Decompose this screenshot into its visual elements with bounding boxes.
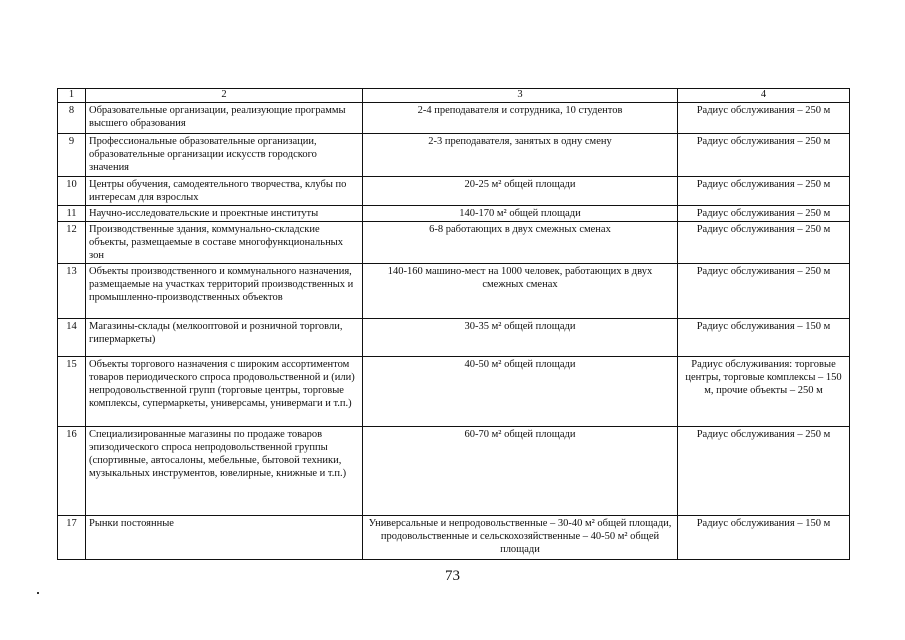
table-row bbox=[58, 206, 850, 222]
row-number: 15 bbox=[58, 357, 86, 427]
object-name: Магазины-склады (мелкооптовой и розничной торговли, гипермаркеты) bbox=[86, 319, 363, 357]
table-row bbox=[58, 357, 850, 427]
row-number: 12 bbox=[58, 222, 86, 264]
page-number: 73 bbox=[445, 568, 460, 584]
row-number: 16 bbox=[58, 427, 86, 516]
norm-value: 2-3 преподавателя, занятых в одну смену bbox=[363, 134, 678, 177]
table-row bbox=[58, 103, 850, 134]
norm-value: 140-160 машино-мест на 1000 человек, работающих в двух смежных сменах bbox=[363, 264, 678, 319]
service-radius: Радиус обслуживания – 150 м bbox=[678, 319, 850, 357]
table-row bbox=[58, 319, 850, 357]
norm-value: 2-4 преподавателя и сотрудника, 10 студентов bbox=[363, 103, 678, 134]
object-name: Объекты производственного и коммунального назначения, размещаемые на участках территорий производственных и промышленно-производственных объектов bbox=[86, 264, 363, 319]
normatives-table bbox=[57, 88, 850, 560]
object-name: Научно-исследовательские и проектные институты bbox=[86, 206, 363, 222]
table-row bbox=[58, 264, 850, 319]
norm-value: 6-8 работающих в двух смежных сменах bbox=[363, 222, 678, 264]
row-number: 14 bbox=[58, 319, 86, 357]
service-radius: Радиус обслуживания – 250 м bbox=[678, 134, 850, 177]
service-radius: Радиус обслуживания – 250 м bbox=[678, 427, 850, 516]
table-row bbox=[58, 427, 850, 516]
norm-value: 60-70 м² общей площади bbox=[363, 427, 678, 516]
service-radius: Радиус обслуживания – 250 м bbox=[678, 103, 850, 134]
object-name: Производственные здания, коммунально-складские объекты, размещаемые в составе многофункциональных зон bbox=[86, 222, 363, 264]
header-col-3: 3 bbox=[363, 89, 678, 103]
table-row bbox=[58, 222, 850, 264]
object-name: Профессиональные образовательные организации, образовательные организации искусств городского значения bbox=[86, 134, 363, 177]
service-radius: Радиус обслуживания – 250 м bbox=[678, 177, 850, 206]
service-radius: Радиус обслуживания – 250 м bbox=[678, 206, 850, 222]
object-name: Рынки постоянные bbox=[86, 516, 363, 560]
row-number: 17 bbox=[58, 516, 86, 560]
object-name: Образовательные организации, реализующие программы высшего образования bbox=[86, 103, 363, 134]
service-radius: Радиус обслуживания – 250 м bbox=[678, 222, 850, 264]
header-col-4: 4 bbox=[678, 89, 850, 103]
norm-value: 30-35 м² общей площади bbox=[363, 319, 678, 357]
norm-value: 40-50 м² общей площади bbox=[363, 357, 678, 427]
table-row bbox=[58, 516, 850, 560]
scan-speck bbox=[37, 592, 39, 594]
row-number: 13 bbox=[58, 264, 86, 319]
norm-value: 140-170 м² общей площади bbox=[363, 206, 678, 222]
object-name: Центры обучения, самодеятельного творчества, клубы по интересам для взрослых bbox=[86, 177, 363, 206]
row-number: 10 bbox=[58, 177, 86, 206]
object-name: Специализированные магазины по продаже товаров эпизодического спроса непродовольственной группы (спортивные, автосалоны, мебельные, бытовой техники, музыкальных инструментов, ювелирные, книжные и т.п.) bbox=[86, 427, 363, 516]
header-col-1: 1 bbox=[58, 89, 86, 103]
object-name: Объекты торгового назначения с широким ассортиментом товаров периодического спроса продовольственной и (или) непродовольственной групп (торговые центры, торговые комплексы, супермаркеты, универсамы, универмаги и т.п.) bbox=[86, 357, 363, 427]
table-header-row bbox=[58, 89, 850, 103]
table-row bbox=[58, 134, 850, 177]
service-radius: Радиус обслуживания – 150 м bbox=[678, 516, 850, 560]
header-col-2: 2 bbox=[86, 89, 363, 103]
service-radius: Радиус обслуживания – 250 м bbox=[678, 264, 850, 319]
table-row bbox=[58, 177, 850, 206]
row-number: 9 bbox=[58, 134, 86, 177]
row-number: 11 bbox=[58, 206, 86, 222]
row-number: 8 bbox=[58, 103, 86, 134]
norm-value: Универсальные и непродовольственные – 30-40 м² общей площади, продовольственные и сельскохозяйственные – 40-50 м² общей площади bbox=[363, 516, 678, 560]
norm-value: 20-25 м² общей площади bbox=[363, 177, 678, 206]
service-radius: Радиус обслуживания: торговые центры, торговые комплексы – 150 м, прочие объекты – 250 м bbox=[678, 357, 850, 427]
